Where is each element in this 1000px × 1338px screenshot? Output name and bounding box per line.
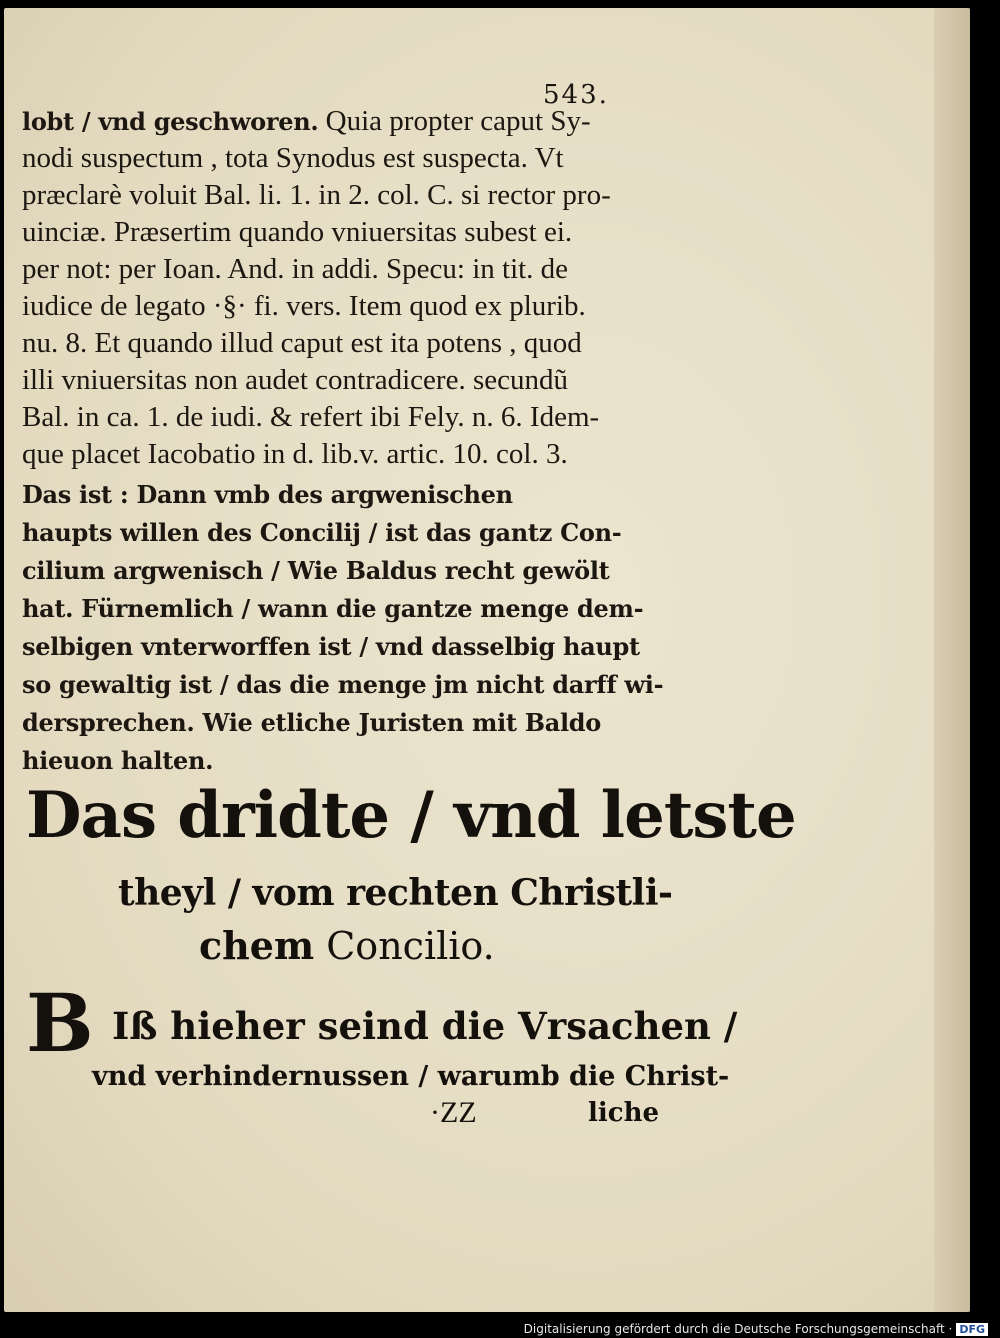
text-line: selbigen vnterworffen ist / vnd dasselbig haupt: [22, 632, 640, 661]
gothic-text: lobt / vnd geschworen.: [22, 107, 319, 136]
book-page: [4, 8, 970, 1312]
page-edge: [934, 8, 970, 1312]
latin-text: Concilio.: [314, 924, 495, 968]
catchword: liche: [588, 1098, 660, 1128]
text-line: dersprechen. Wie etliche Juristen mit Baldo: [22, 708, 601, 737]
text-line: [22, 104, 591, 139]
text-line: hieuon halten.: [22, 746, 214, 775]
gothic-text: chem: [199, 923, 315, 968]
opening-line: Iß hieher seind die Vrsachen /: [112, 1004, 738, 1048]
drop-cap: B: [26, 976, 94, 1070]
text-line: que placet Iacobatio in d. lib.v. artic. 10. col. 3.: [22, 438, 568, 470]
dfg-logo: DFG: [956, 1323, 988, 1336]
latin-text: Quia propter caput Sy-: [318, 105, 591, 137]
text-line: haupts willen des Concilij / ist das gantz Con-: [22, 518, 622, 547]
text-line: so gewaltig ist / das die menge jm nicht darff wi-: [22, 670, 664, 699]
text-line: illi vniuersitas non audet contradicere. secundũ: [22, 364, 568, 396]
text-line: nodi suspectum , tota Synodus est suspecta. Vt: [22, 142, 564, 174]
credit-text: Digitalisierung gefördert durch die Deutsche Forschungsgemeinschaft ·: [523, 1322, 953, 1336]
text-line: præclarè voluit Bal. li. 1. in 2. col. C. si rector pro-: [22, 179, 611, 211]
digitization-credit: [524, 1322, 988, 1336]
section-subheading: theyl / vom rechten Christli-: [118, 872, 673, 914]
text-line: uinciæ. Præsertim quando vniuersitas subest ei.: [22, 216, 573, 248]
text-line: nu. 8. Et quando illud caput est ita potens , quod: [22, 327, 582, 359]
text-line: hat. Fürnemlich / wann die gantze menge dem-: [22, 594, 644, 623]
section-heading: Das dridte / vnd letste: [26, 778, 796, 853]
signature-mark: ·ZZ: [430, 1096, 477, 1129]
text-line: Bal. in ca. 1. de iudi. & refert ibi Fely. n. 6. Idem-: [22, 401, 600, 433]
text-line: per not: per Ioan. And. in addi. Specu: in tit. de: [22, 253, 569, 285]
section-subheading-2: [199, 923, 495, 968]
text-line: cilium argwenisch / Wie Baldus recht gewölt: [22, 556, 610, 585]
text-line: Das ist : Dann vmb des argwenischen: [22, 480, 513, 509]
text-line: iudice de legato ·§· fi. vers. Item quod ex plurib.: [22, 290, 586, 322]
folio-number: 543.: [543, 80, 609, 110]
opening-line: vnd verhindernussen / warumb die Christ-: [92, 1061, 730, 1092]
